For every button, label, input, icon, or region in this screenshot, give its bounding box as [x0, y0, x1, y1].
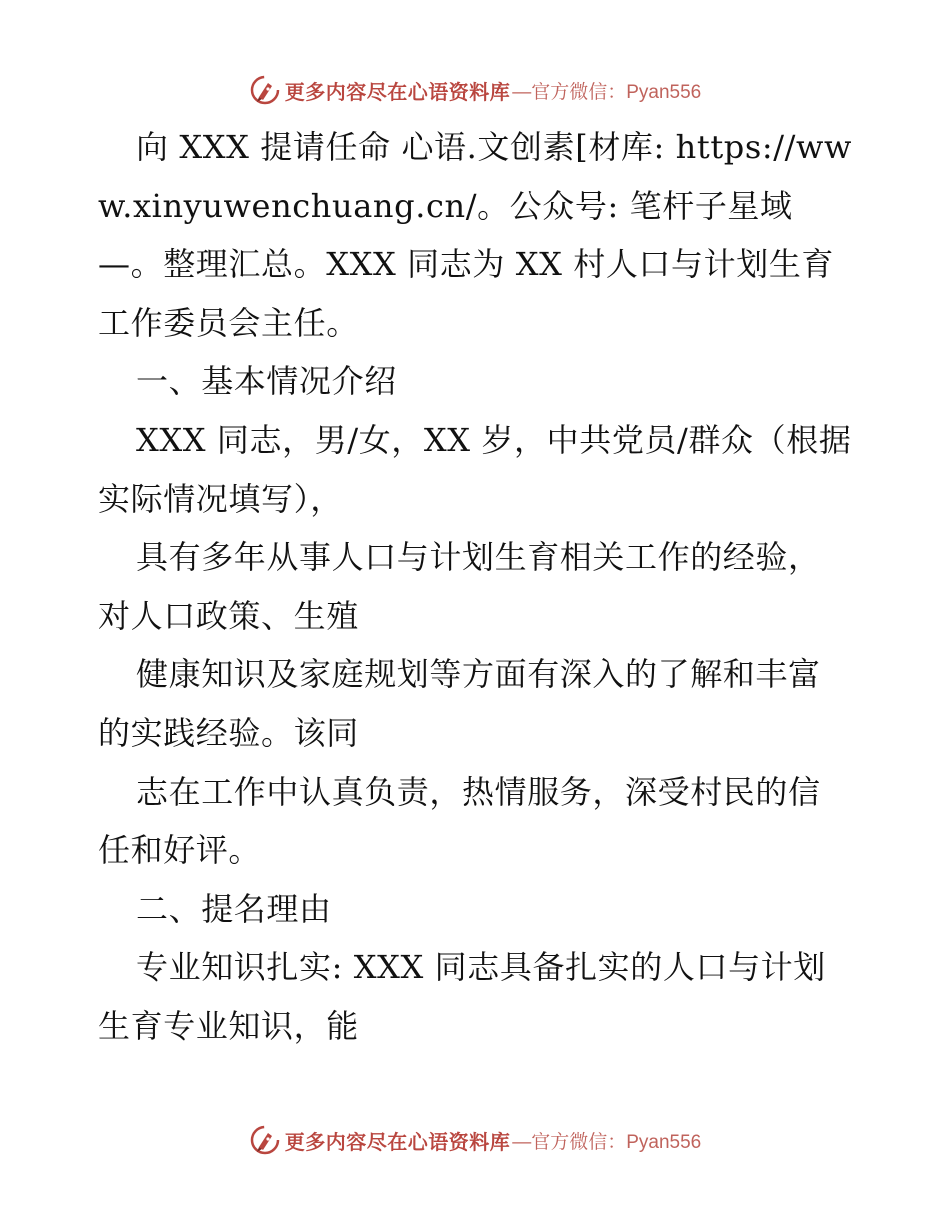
- watermark-info-text: —官方微信：Pyan556: [512, 81, 702, 103]
- header-watermark: [0, 70, 950, 110]
- paragraph-attitude: 志在工作中认真负责，热情服务，深受村民的信任和好评。: [98, 772, 821, 870]
- paragraph-intro: 向 XXX 提请任命 心语.文创素[材库: https://www.xinyuwenchuang.cn/。公众号: 笔杆子星域—。整理汇总。XXX 同志为 XX 村人口与计划生育工作委员会主任。: [98, 128, 853, 342]
- paragraph-experience: 具有多年从事人口与计划生育相关工作的经验，对人口政策、生殖: [98, 538, 821, 635]
- pen-nib-logo-icon: [249, 1124, 281, 1156]
- pen-nib-logo-icon: [249, 74, 281, 106]
- footer-watermark: [0, 1120, 950, 1160]
- paragraph-expertise: 专业知识扎实: XXX 同志具备扎实的人口与计划生育专业知识，能: [98, 948, 826, 1045]
- watermark-brand-text: 更多内容尽在心语资料库: [284, 1129, 511, 1154]
- section-heading-basic-info: 一、基本情况介绍: [136, 362, 397, 401]
- section-heading-nomination-reason: 二、提名理由: [136, 889, 332, 928]
- paragraph-knowledge: 健康知识及家庭规划等方面有深入的了解和丰富的实践经验。该同: [98, 655, 821, 752]
- document-body: [98, 118, 853, 1056]
- watermark-brand-text: 更多内容尽在心语资料库: [284, 79, 511, 104]
- watermark-info-text: —官方微信：Pyan556: [512, 1131, 702, 1153]
- paragraph-basic-info: XXX 同志，男/女，XX 岁，中共党员/群众（根据实际情况填写），: [98, 420, 852, 518]
